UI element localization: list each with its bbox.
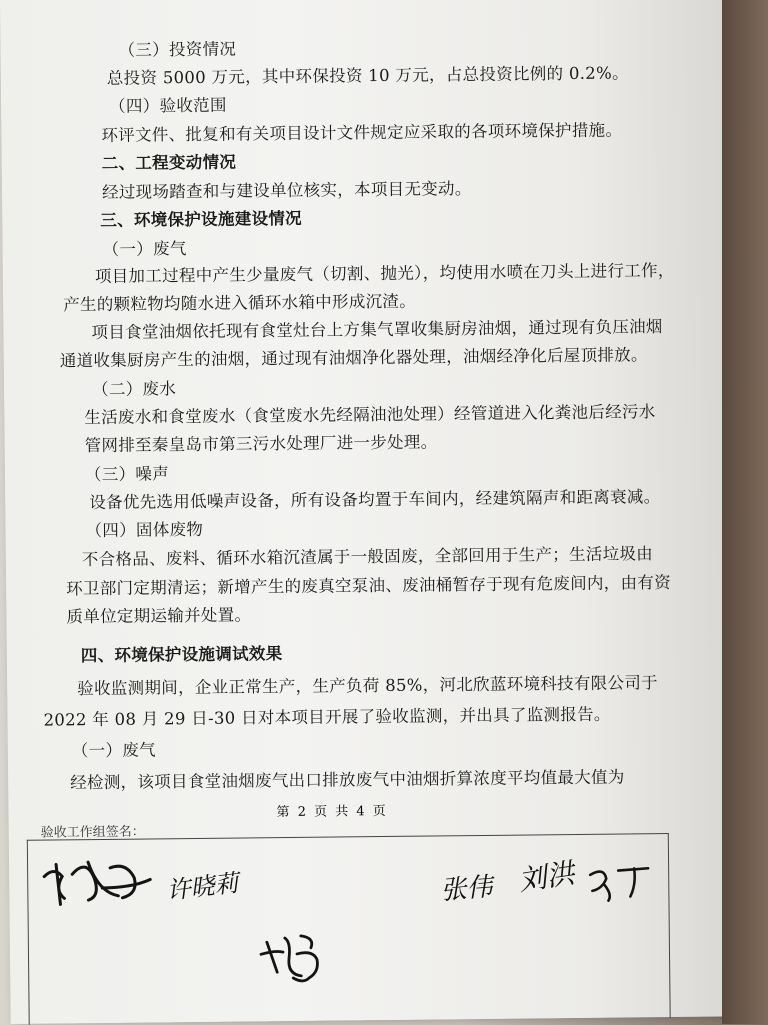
signature-4: 刘洪	[516, 856, 577, 898]
subheading-noise: （三）噪声	[84, 464, 170, 485]
signature-6-mark	[257, 928, 338, 989]
paragraph-line: 质单位定期运输并处置。	[66, 605, 252, 627]
signature-label: 验收工作组签名：	[40, 824, 145, 841]
section-heading-changes: 二、工程变动情况	[101, 152, 237, 173]
section-heading-commissioning: 四、环境保护设施调试效果	[80, 644, 283, 666]
section-heading-investment: （三）投资情况	[118, 39, 237, 60]
paragraph-line: 项目加工过程中产生少量废气（切割、抛光），均使用水喷在刀头上进行工作，	[94, 260, 675, 287]
paragraph-line: 环评文件、批复和有关项目设计文件规定应采取的各项环境保护措施。	[101, 120, 623, 145]
table-surface-edge	[722, 0, 768, 1024]
paragraph-line: 总投资 5000 万元，其中环保投资 10 万元，占总投资比例的 0.2%。	[106, 63, 629, 88]
subheading-solid-waste: （四）固体废物	[85, 519, 204, 541]
paragraph-line: 设备优先选用低噪声设备，所有设备均置于车间内，经建筑隔声和距离衰减。	[89, 487, 661, 513]
paragraph-line: 验收监测期间，企业正常生产，生产负荷 85%，河北欣蓝环境科技有限公司于	[77, 673, 659, 699]
subheading-exhaust: （一）废气	[102, 239, 187, 259]
section-heading-env-facilities: 三、环境保护设施建设情况	[100, 208, 303, 230]
paragraph-line: 项目食堂油烟依托现有食堂灶台上方集气罩收集厨房油烟，通过现有负压油烟	[91, 317, 663, 343]
paragraph-line: 经过现场踏查和与建设单位核实，本项目无变动。	[101, 179, 472, 202]
paragraph-line: 经检测，该项目食堂油烟废气出口排放废气中油烟折算浓度平均值最大值为	[70, 767, 625, 793]
paragraph-line: 生活废水和食堂废水（食堂废水先经隔油池处理）经管道进入化粪池后经污水	[84, 402, 656, 428]
page-footer: 第 2 页 共 4 页	[276, 803, 388, 821]
paragraph-line: 通道收集厨房产生的油烟，通过现有油烟净化器处理，油烟经净化后屋顶排放。	[59, 345, 648, 371]
paragraph-line: 2022 年 08 月 29 日-30 日对本项目开展了验收监测，并出具了监测报告。	[43, 704, 611, 730]
signature-2: 许晓莉	[165, 868, 240, 905]
signature-5-mark	[584, 862, 654, 903]
subheading-exhaust-results: （一）废气	[71, 740, 156, 761]
signature-1-mark	[32, 845, 163, 916]
paragraph-line: 管网排至秦皇岛市第三污水处理厂进一步处理。	[84, 432, 438, 456]
section-heading-scope: （四）验收范围	[109, 95, 227, 116]
paragraph-line: 产生的颗粒物均随水进入循环水箱中形成沉渣。	[63, 291, 417, 315]
paragraph-line: 不合格品、废料、循环水箱沉渣属于一般固废，全部回用于生产；生活垃圾由	[81, 544, 654, 570]
signature-3: 张伟	[439, 872, 494, 907]
signature-box	[27, 833, 671, 1025]
paragraph-line: 环卫部门定期清运；新增产生的废真空泵油、废油桶暂存于现有危废间内，由有资	[66, 573, 672, 599]
subheading-wastewater: （二）废水	[91, 379, 177, 400]
